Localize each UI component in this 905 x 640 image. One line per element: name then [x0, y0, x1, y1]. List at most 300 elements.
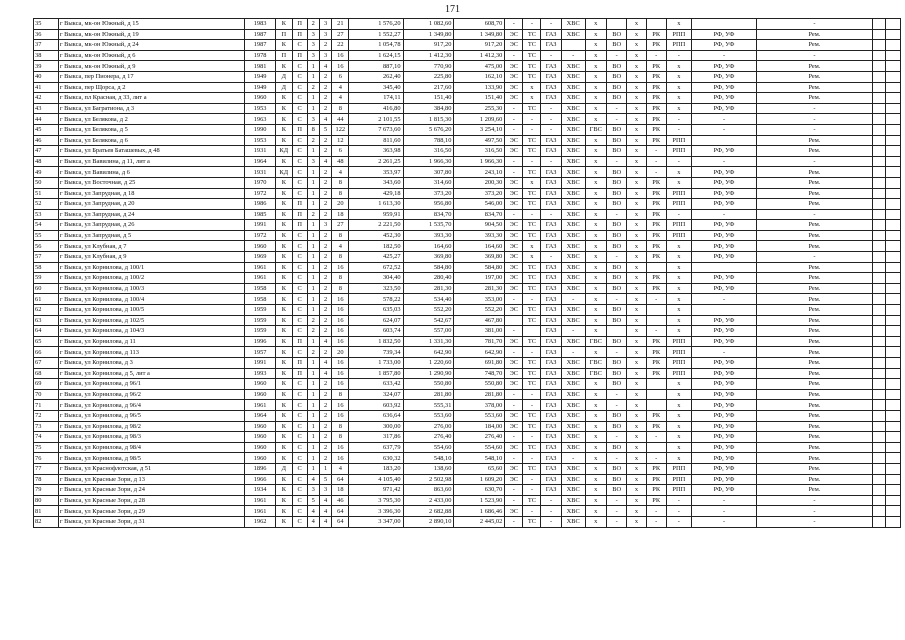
- table-cell: ТС: [523, 283, 541, 294]
- table-cell: К: [275, 516, 292, 527]
- table-cell: ХВС: [561, 135, 585, 146]
- table-cell: 16: [332, 453, 349, 464]
- table-cell: С: [292, 305, 307, 316]
- table-row: [34, 124, 901, 135]
- table-cell: Рем.: [757, 432, 872, 443]
- table-cell: 1 552,27: [349, 29, 403, 40]
- table-cell: х: [585, 463, 606, 474]
- table-cell: -: [505, 114, 523, 125]
- table-cell: ХВС: [561, 61, 585, 72]
- table-cell: [646, 389, 666, 400]
- table-cell: 75: [34, 442, 59, 453]
- table-cell: К: [275, 336, 292, 347]
- table-cell: РФ, УФ: [691, 230, 757, 241]
- table-cell: К: [275, 252, 292, 263]
- table-cell: 3: [319, 29, 331, 40]
- table-cell: г Выкса, ул Запрудная, д 20: [58, 199, 245, 210]
- table-cell: С: [292, 114, 307, 125]
- table-cell: [886, 199, 901, 210]
- table-row: [34, 188, 901, 199]
- table-cell: 16: [332, 50, 349, 61]
- table-cell: 40: [34, 71, 59, 82]
- table-cell: 887,10: [349, 61, 403, 72]
- table-cell: П: [292, 358, 307, 369]
- table-cell: [886, 220, 901, 231]
- table-cell: РФ, УФ: [691, 453, 757, 464]
- table-cell: 1: [307, 358, 319, 369]
- table-cell: -: [757, 506, 872, 517]
- table-cell: г Выкса, ул Корнилова, д 100/2: [58, 273, 245, 284]
- table-cell: 1996: [245, 336, 276, 347]
- table-cell: РФ, УФ: [691, 188, 757, 199]
- table-row: [34, 241, 901, 252]
- table-cell: [872, 156, 886, 167]
- table-cell: 16: [332, 326, 349, 337]
- table-cell: 1960: [245, 453, 276, 464]
- table-cell: х: [585, 29, 606, 40]
- table-cell: 1: [307, 410, 319, 421]
- table-cell: [872, 188, 886, 199]
- table-cell: -: [646, 50, 666, 61]
- table-cell: РК: [646, 124, 666, 135]
- table-cell: [886, 114, 901, 125]
- table-cell: 52: [34, 199, 59, 210]
- table-cell: х: [627, 506, 646, 517]
- table-cell: ВО: [606, 93, 626, 104]
- table-cell: ГАЗ: [541, 220, 561, 231]
- table-cell: [872, 516, 886, 527]
- table-cell: [872, 167, 886, 178]
- table-cell: ТС: [523, 230, 541, 241]
- table-cell: 8: [332, 283, 349, 294]
- table-cell: 603,74: [349, 326, 403, 337]
- table-cell: 2: [319, 177, 331, 188]
- table-cell: -: [505, 103, 523, 114]
- table-cell: 1960: [245, 442, 276, 453]
- table-cell: [872, 368, 886, 379]
- table-cell: х: [627, 61, 646, 72]
- table-cell: ЭС: [505, 199, 523, 210]
- table-row: [34, 305, 901, 316]
- table-cell: РФ, УФ: [691, 93, 757, 104]
- table-cell: К: [275, 421, 292, 432]
- table-cell: 1: [307, 188, 319, 199]
- table-cell: 637,79: [349, 442, 403, 453]
- table-cell: 554,60: [403, 442, 454, 453]
- table-cell: 2: [307, 209, 319, 220]
- table-row: [34, 410, 901, 421]
- table-cell: ЭС: [505, 71, 523, 82]
- table-cell: ГАЗ: [541, 199, 561, 210]
- table-cell: ХВС: [561, 506, 585, 517]
- table-cell: РПП: [666, 230, 691, 241]
- table-cell: х: [585, 50, 606, 61]
- table-cell: К: [275, 315, 292, 326]
- table-cell: РК: [646, 410, 666, 421]
- table-cell: -: [757, 50, 872, 61]
- table-cell: 630,70: [454, 485, 505, 496]
- table-cell: [872, 252, 886, 263]
- table-cell: 164,60: [454, 241, 505, 252]
- table-cell: [886, 262, 901, 273]
- table-cell: 378,00: [454, 400, 505, 411]
- table-cell: -: [666, 495, 691, 506]
- table-cell: 3: [319, 220, 331, 231]
- table-cell: ГАЗ: [541, 358, 561, 369]
- table-cell: Рем.: [757, 294, 872, 305]
- table-cell: 8: [332, 230, 349, 241]
- table-cell: 49: [34, 167, 59, 178]
- table-cell: ВО: [606, 305, 626, 316]
- table-cell: г Выкса, мк-он Южный, д 15: [58, 19, 245, 30]
- table-cell: х: [585, 220, 606, 231]
- table-cell: 44: [332, 114, 349, 125]
- table-cell: 3: [307, 40, 319, 51]
- table-cell: Рем.: [757, 315, 872, 326]
- table-cell: 3: [307, 50, 319, 61]
- table-cell: 16: [332, 379, 349, 390]
- table-cell: 2: [319, 241, 331, 252]
- table-cell: 1: [319, 463, 331, 474]
- table-cell: [872, 379, 886, 390]
- table-cell: [886, 273, 901, 284]
- table-cell: ХВС: [561, 379, 585, 390]
- table-cell: [886, 368, 901, 379]
- table-cell: С: [292, 400, 307, 411]
- table-cell: х: [666, 61, 691, 72]
- table-cell: С: [292, 230, 307, 241]
- table-cell: 1 523,90: [454, 495, 505, 506]
- table-cell: РК: [646, 230, 666, 241]
- table-cell: РФ, УФ: [691, 463, 757, 474]
- table-row: [34, 516, 901, 527]
- table-cell: х: [585, 156, 606, 167]
- table-cell: [886, 177, 901, 188]
- table-cell: г Выкса, ул Корнилова, д 3: [58, 358, 245, 369]
- table-cell: г Выкса, ул Красные Зори, д 31: [58, 516, 245, 527]
- table-cell: 307,80: [403, 167, 454, 178]
- table-cell: ГАЗ: [541, 177, 561, 188]
- table-cell: [886, 188, 901, 199]
- table-cell: 917,20: [454, 40, 505, 51]
- table-cell: 1: [307, 463, 319, 474]
- table-cell: г Выкса, ул Краснофлотская, д 51: [58, 463, 245, 474]
- table-cell: [886, 29, 901, 40]
- table-cell: -: [523, 124, 541, 135]
- table-cell: К: [275, 294, 292, 305]
- table-cell: ХВС: [561, 368, 585, 379]
- table-cell: ВО: [606, 61, 626, 72]
- table-cell: 276,40: [403, 432, 454, 443]
- table-cell: 1896: [245, 463, 276, 474]
- table-cell: 603,92: [349, 400, 403, 411]
- table-cell: 2: [307, 347, 319, 358]
- table-cell: -: [757, 156, 872, 167]
- table-cell: -: [666, 114, 691, 125]
- table-cell: РПП: [666, 485, 691, 496]
- table-cell: РПП: [666, 29, 691, 40]
- table-cell: х: [627, 358, 646, 369]
- table-cell: 317,86: [349, 432, 403, 443]
- table-cell: 2: [307, 135, 319, 146]
- table-cell: 64: [332, 506, 349, 517]
- table-cell: 2: [319, 273, 331, 284]
- table-cell: 1: [307, 241, 319, 252]
- table-cell: РФ, УФ: [691, 40, 757, 51]
- table-cell: [886, 336, 901, 347]
- table-cell: РФ, УФ: [691, 167, 757, 178]
- table-cell: -: [523, 294, 541, 305]
- table-cell: С: [292, 71, 307, 82]
- table-cell: С: [292, 506, 307, 517]
- table-cell: 2 445,02: [454, 516, 505, 527]
- table-cell: [646, 305, 666, 316]
- table-row: [34, 135, 901, 146]
- table-cell: 353,00: [454, 294, 505, 305]
- table-cell: 534,40: [403, 294, 454, 305]
- table-cell: ТС: [523, 220, 541, 231]
- table-cell: 2: [319, 326, 331, 337]
- table-cell: ВО: [606, 124, 626, 135]
- table-cell: 51: [34, 188, 59, 199]
- table-cell: х: [666, 262, 691, 273]
- table-cell: х: [585, 516, 606, 527]
- table-cell: РК: [646, 135, 666, 146]
- table-cell: 2: [319, 400, 331, 411]
- table-cell: РФ, УФ: [691, 442, 757, 453]
- table-cell: 2: [319, 305, 331, 316]
- table-cell: -: [757, 114, 872, 125]
- table-cell: 1934: [245, 485, 276, 496]
- table-cell: 1958: [245, 294, 276, 305]
- table-cell: 1 832,50: [349, 336, 403, 347]
- table-cell: 2: [319, 188, 331, 199]
- table-cell: [886, 252, 901, 263]
- table-cell: х: [585, 442, 606, 453]
- table-cell: х: [627, 453, 646, 464]
- table-cell: ЭС: [505, 421, 523, 432]
- table-cell: 62: [34, 305, 59, 316]
- table-cell: 1993: [245, 368, 276, 379]
- table-cell: х: [585, 199, 606, 210]
- table-cell: ВО: [606, 283, 626, 294]
- table-cell: ВО: [606, 315, 626, 326]
- table-cell: 16: [332, 358, 349, 369]
- table-cell: г Выкса, ул Восточная, д 25: [58, 177, 245, 188]
- table-cell: 44: [34, 114, 59, 125]
- table-cell: [886, 358, 901, 369]
- table-cell: х: [585, 209, 606, 220]
- table-cell: 3 254,10: [454, 124, 505, 135]
- table-cell: ГАЗ: [541, 167, 561, 178]
- table-cell: Рем.: [757, 379, 872, 390]
- table-row: [34, 103, 901, 114]
- table-cell: -: [505, 516, 523, 527]
- table-cell: ХВС: [561, 410, 585, 421]
- table-cell: ГАЗ: [541, 474, 561, 485]
- table-cell: [646, 19, 666, 30]
- table-cell: 1987: [245, 29, 276, 40]
- table-cell: г Выкса, ул Белякова, д 5: [58, 124, 245, 135]
- table-cell: х: [666, 315, 691, 326]
- table-cell: ГАЗ: [541, 379, 561, 390]
- table-cell: г Выкса, пер Пионера, д 17: [58, 71, 245, 82]
- table-cell: 18: [332, 485, 349, 496]
- table-cell: 1958: [245, 283, 276, 294]
- table-cell: х: [585, 230, 606, 241]
- table-cell: х: [627, 71, 646, 82]
- table-cell: 1 815,30: [403, 114, 454, 125]
- table-cell: [886, 421, 901, 432]
- table-cell: -: [505, 495, 523, 506]
- table-cell: С: [292, 347, 307, 358]
- table-cell: С: [292, 421, 307, 432]
- table-cell: 1959: [245, 315, 276, 326]
- table-cell: 475,00: [454, 61, 505, 72]
- table-cell: г Выкса, ул Клубная, д 7: [58, 241, 245, 252]
- table-cell: ХВС: [561, 29, 585, 40]
- table-cell: ВО: [606, 177, 626, 188]
- table-cell: 81: [34, 506, 59, 517]
- table-cell: 2 890,10: [403, 516, 454, 527]
- table-cell: х: [666, 252, 691, 263]
- table-cell: [872, 103, 886, 114]
- table-cell: х: [627, 485, 646, 496]
- table-cell: х: [585, 135, 606, 146]
- table-cell: ВО: [606, 135, 626, 146]
- table-cell: 636,64: [349, 410, 403, 421]
- table-cell: 691,80: [454, 358, 505, 369]
- table-cell: х: [627, 124, 646, 135]
- table-cell: 4: [332, 167, 349, 178]
- table-cell: -: [505, 209, 523, 220]
- table-cell: ГАЗ: [541, 135, 561, 146]
- table-cell: 548,10: [454, 453, 505, 464]
- table-cell: -: [757, 19, 872, 30]
- table-cell: 79: [34, 485, 59, 496]
- table-cell: 1953: [245, 103, 276, 114]
- table-cell: х: [627, 516, 646, 527]
- table-cell: 2: [319, 103, 331, 114]
- table-cell: -: [541, 19, 561, 30]
- table-cell: г Выкса, ул Запрудная, д 18: [58, 188, 245, 199]
- table-cell: К: [275, 379, 292, 390]
- table-cell: 72: [34, 410, 59, 421]
- table-cell: г Выкса, ул Корнилова, д 102/5: [58, 315, 245, 326]
- table-cell: г Выкса, ул Корнилова, д 100/4: [58, 294, 245, 305]
- table-cell: 59: [34, 273, 59, 284]
- table-cell: ГАЗ: [541, 432, 561, 443]
- table-cell: К: [275, 188, 292, 199]
- table-cell: х: [666, 421, 691, 432]
- table-cell: -: [541, 506, 561, 517]
- table-cell: ТС: [523, 103, 541, 114]
- table-cell: х: [627, 474, 646, 485]
- table-cell: ВО: [606, 262, 626, 273]
- table-cell: К: [275, 474, 292, 485]
- table-cell: 1987: [245, 40, 276, 51]
- table-cell: 384,80: [403, 103, 454, 114]
- table-cell: ВО: [606, 410, 626, 421]
- table-cell: Рем.: [757, 71, 872, 82]
- table-cell: 2 261,25: [349, 156, 403, 167]
- table-cell: ХВС: [561, 474, 585, 485]
- table-cell: 64: [332, 474, 349, 485]
- table-cell: -: [606, 495, 626, 506]
- table-cell: 2: [319, 421, 331, 432]
- table-cell: -: [691, 506, 757, 517]
- table-cell: ТС: [523, 273, 541, 284]
- table-cell: [886, 516, 901, 527]
- table-cell: -: [505, 19, 523, 30]
- table-cell: 630,32: [349, 453, 403, 464]
- table-cell: 1 966,30: [403, 156, 454, 167]
- table-cell: ТС: [523, 495, 541, 506]
- table-cell: 1: [307, 421, 319, 432]
- table-cell: х: [627, 252, 646, 263]
- table-cell: г Выкса, ул Корнилова, д 104/3: [58, 326, 245, 337]
- table-cell: С: [292, 495, 307, 506]
- table-cell: 4: [332, 93, 349, 104]
- table-row: [34, 273, 901, 284]
- table-cell: -: [691, 347, 757, 358]
- table-cell: К: [275, 262, 292, 273]
- table-cell: 314,60: [403, 177, 454, 188]
- table-cell: ЭС: [505, 262, 523, 273]
- table-cell: ТС: [523, 305, 541, 316]
- table-cell: РК: [646, 358, 666, 369]
- table-cell: РК: [646, 40, 666, 51]
- table-row: [34, 167, 901, 178]
- table-row: [34, 389, 901, 400]
- table-cell: ВО: [606, 71, 626, 82]
- table-cell: -: [523, 453, 541, 464]
- table-cell: РК: [646, 283, 666, 294]
- table-row: [34, 209, 901, 220]
- table-cell: С: [292, 40, 307, 51]
- table-cell: ТС: [523, 358, 541, 369]
- table-cell: [886, 453, 901, 464]
- table-cell: 21: [332, 19, 349, 30]
- table-cell: 1 412,30: [454, 50, 505, 61]
- table-cell: ЭС: [505, 61, 523, 72]
- table-cell: 672,52: [349, 262, 403, 273]
- table-cell: ГАЗ: [541, 368, 561, 379]
- table-cell: х: [585, 305, 606, 316]
- table-cell: 16: [332, 368, 349, 379]
- table-cell: [886, 146, 901, 157]
- table-cell: х: [585, 400, 606, 411]
- table-cell: Рем.: [757, 82, 872, 93]
- table-cell: 1962: [245, 516, 276, 527]
- table-cell: К: [275, 124, 292, 135]
- table-row: [34, 315, 901, 326]
- table-cell: 1 535,70: [403, 220, 454, 231]
- table-cell: ТС: [523, 421, 541, 432]
- table-cell: ХВС: [561, 283, 585, 294]
- table-cell: Рем.: [757, 220, 872, 231]
- table-cell: х: [585, 19, 606, 30]
- table-cell: х: [666, 93, 691, 104]
- table-cell: 16: [332, 336, 349, 347]
- table-cell: ХВС: [561, 358, 585, 369]
- table-cell: 1949: [245, 71, 276, 82]
- table-cell: х: [627, 93, 646, 104]
- table-cell: 4: [307, 474, 319, 485]
- table-row: [34, 93, 901, 104]
- table-cell: РПП: [666, 199, 691, 210]
- table-row: [34, 220, 901, 231]
